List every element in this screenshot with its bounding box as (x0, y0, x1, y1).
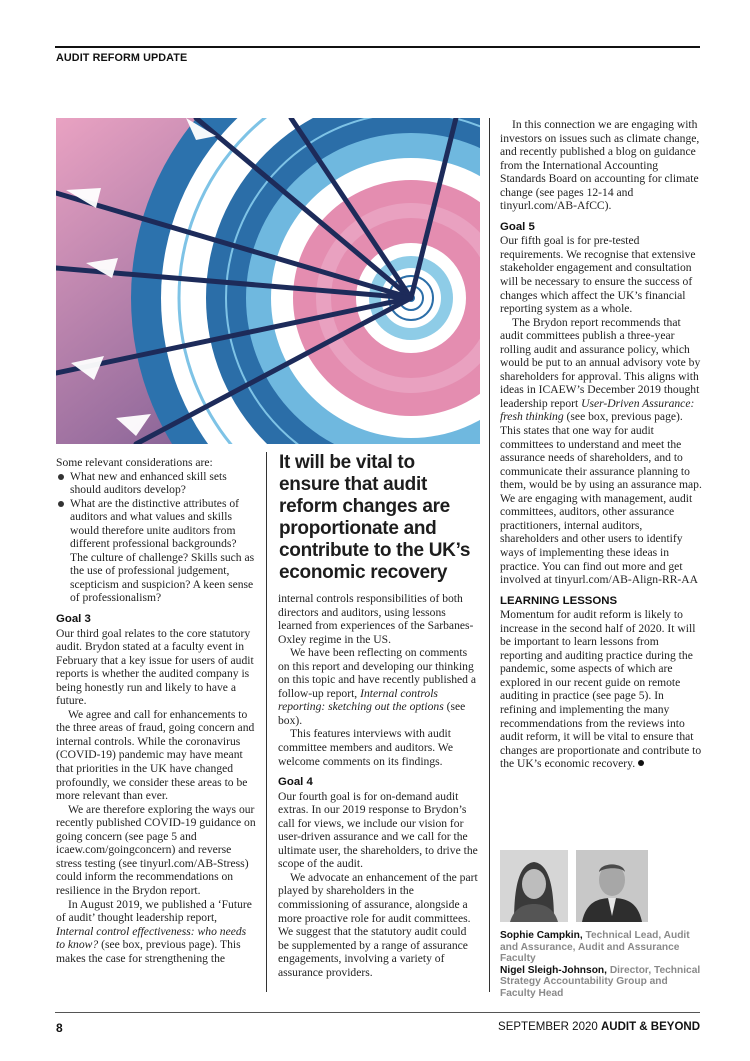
controls-paragraph: internal controls responsibilities of both directors and auditors, using lessons learned from experiences of the Sarbanes-Oxley regime in the US. (278, 592, 474, 646)
considerations-intro: Some relevant considerations are: (56, 456, 213, 469)
top-rule (55, 46, 700, 48)
author-credit (500, 965, 705, 1000)
archery-target-image (56, 118, 480, 444)
issue-date: SEPTEMBER 2020 (498, 1021, 598, 1033)
report-title: Internal controls reporting: sketching out the options (278, 686, 444, 714)
text-run: (see box, previous page). This states that one way for audit committees to understand and meet the assurance needs of shareholders, and to communicate their assurance planning to them, would be by using an assurance map. We are engaging with management, audit committees, auditors, other assurance practitioners, internal auditors, shareholders and other users to identify ways of implementing these ideas in practice. You can find out more and get involved at tinyurl.com/AB-Align-RR-AA (500, 410, 702, 587)
archery-target-illustration (56, 118, 480, 444)
column-2 (278, 592, 478, 979)
goal-3-heading: Goal 3 (56, 613, 91, 626)
text-run: The Brydon report recommends that audit committees publish a three-year rolling audit and assurance policy, which would be put to an annual advisory vote by shareholders for approval. This aligns with ideas in ICAEW’s December 2019 thought leadership report (500, 315, 701, 410)
goal-4-paragraph: Our fourth goal is for on-demand audit extras. In our 2019 response to Brydon’s call for views, we include our vision for user-driven assurance and we call for the ultimate user, the shareholders, to drive the scope of the audit. (278, 789, 478, 871)
report-title: Internal control effectiveness: who needs to know? (56, 924, 247, 952)
column-divider (266, 452, 267, 992)
author-caption (500, 930, 705, 999)
text-run: In August 2019, we published a ‘Future of audit’ thought leadership report, (56, 897, 252, 925)
considerations-list (56, 470, 256, 605)
footer-issue (498, 1021, 700, 1033)
goal-5-paragraph (500, 316, 702, 587)
avatar (576, 850, 648, 922)
goal-3-paragraph: Our third goal relates to the core statutory audit. Brydon stated at a faculty event in February that a key issue for users of audit reports is whether the audited company is being honestly run and likely to have a future. (56, 626, 254, 708)
goal-4-paragraph: We advocate an enhancement of the part played by shareholders in the commissioning of assurance, alongside a more proactive role for audit committees. We suggest that the statutory audit could be supplemented by a range of assurance engagements, involving a variety of assurance providers. (278, 870, 478, 979)
climate-paragraph: In this connection we are engaging with investors on issues such as climate change, and recently published a blog on guidance from the International Accounting Standards Board on accounting for climate change (see pages 12-14 and tinyurl.com/AB-AfCC). (500, 118, 700, 213)
section-label: AUDIT REFORM UPDATE (56, 52, 188, 64)
text-run: (see box, previous page). This makes the case for strengthening the (56, 938, 241, 965)
controls-paragraph: This features interviews with audit committee members and auditors. We welcome comments on its findings. (278, 727, 453, 768)
author-name: Sophie Campkin, (500, 930, 583, 941)
goal-3-paragraph: We agree and call for enhancements to the three areas of fraud, going concern and internal controls. While the coronavirus (COVID-19) pandemic may have meant that priorities in the UK have changed profoundly, we consider these areas to be more relevant than ever. (56, 707, 255, 803)
author-role: Technical Lead, Audit and Assurance, Audit and Assurance Faculty (500, 930, 690, 964)
text-run: (see box). (278, 700, 466, 727)
end-mark-icon (638, 760, 644, 766)
text-run: We have been reflecting on comments on this report and developing our thinking on this topic and have recently published a follow-up report, (278, 646, 477, 700)
list-item: What are the distinctive attributes of auditors and what values and skills would therefore unite auditors from different professional backgrounds? The culture of challenge? Skills such as the use of professional judgement, scepticism and suspicion? A keen sense of professionalism? (56, 497, 256, 605)
goal-3-paragraph (56, 898, 256, 966)
column-divider (489, 118, 490, 992)
column-1 (56, 456, 256, 965)
author-photo-nigel (576, 850, 648, 922)
avatar (500, 850, 568, 922)
author-name: Nigel Sleigh-Johnson, (500, 964, 607, 976)
text-run: Momentum for audit reform is likely to increase in the second half of 2020. It will be important to learn lessons from reporting and auditing practice during the pandemic, some aspects of which are explored in our recent guide on remote auditing in practice (see page 5). In refining and implementing the many recommendations from the reviews into audit reform, it will be vital to ensure that changes are proportionate and contribute to the UK’s economic recovery. (500, 608, 702, 771)
learning-lessons-heading: LEARNING LESSONS (500, 594, 618, 607)
page-number: 8 (56, 1021, 63, 1035)
goal-5-paragraph: Our fifth goal is for pre-tested requirements. We recognise that extensive stakeholder engagement and consultation will be necessary to ensure the success of changes which affect the UK’s financial reporting system as a whole. (500, 234, 696, 316)
report-title: User-Driven Assurance: fresh thinking (500, 396, 695, 424)
column-3 (500, 118, 702, 771)
controls-paragraph (278, 646, 478, 727)
list-item: What new and enhanced skill sets should auditors develop? (56, 470, 256, 497)
pull-quote: It will be vital to ensure that audit reform changes are proportionate and contribute to the UK’s economic recovery (279, 452, 471, 583)
bottom-rule (55, 1012, 700, 1013)
author-credit (500, 930, 705, 965)
author-role: Director, Technical Strategy Accountability Group and Faculty Head (500, 964, 701, 999)
author-photo-sophie (500, 850, 568, 922)
publication-name: AUDIT & BEYOND (600, 1021, 700, 1033)
learning-lessons-paragraph (500, 608, 702, 771)
goal-5-heading: Goal 5 (500, 220, 535, 233)
goal-3-paragraph: We are therefore exploring the ways our recently published COVID-19 guidance on going concern (see page 5 and icaew.com/goingconcern) and reverse stress testing (see tinyurl.com/AB-Stress) could inform the recommendations on resilience in the Brydon report. (56, 802, 256, 897)
goal-4-heading: Goal 4 (278, 776, 313, 789)
